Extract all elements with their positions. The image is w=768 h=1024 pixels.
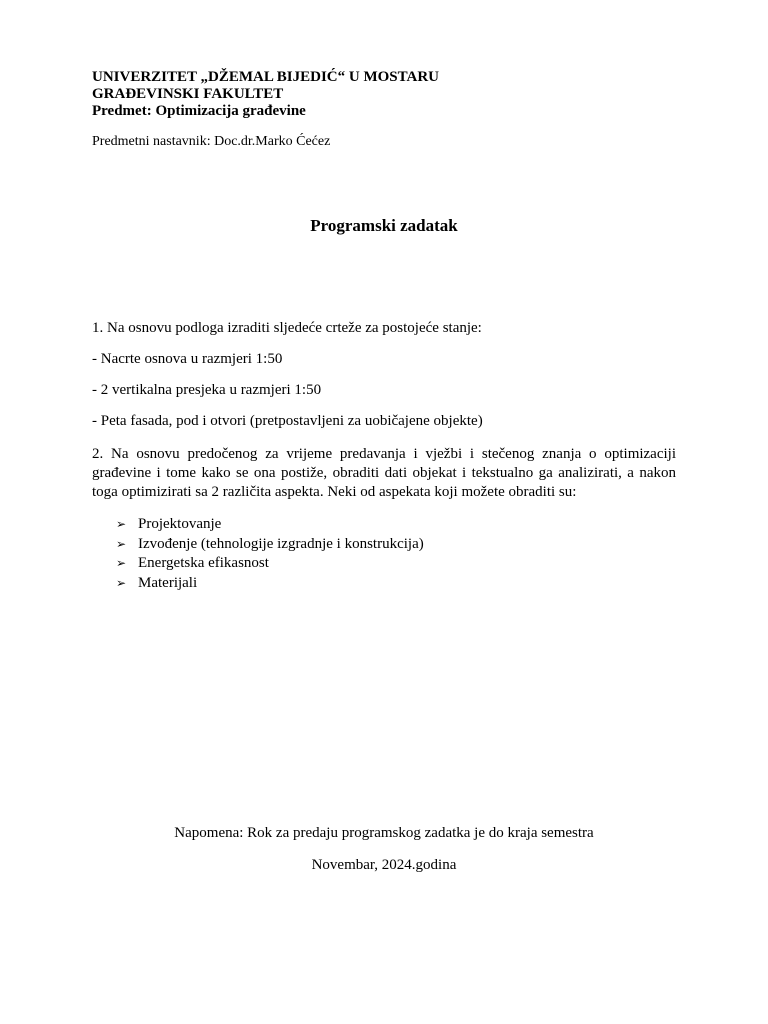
list-item-label: Izvođenje (tehnologije izgradnje i konstrukcija) bbox=[138, 535, 424, 552]
list-item bbox=[116, 574, 424, 594]
arrowhead-bullet-icon: ➢ bbox=[116, 517, 127, 531]
list-item bbox=[116, 554, 424, 574]
deadline-note: Napomena: Rok za predaju programskog zadatka je do kraja semestra bbox=[174, 825, 594, 841]
document-date: Novembar, 2024.godina bbox=[311, 857, 457, 873]
task-item-fifth-facade: - Peta fasada, pod i otvori (pretpostavljeni za uobičajene objekte) bbox=[92, 413, 483, 429]
teacher-line: Predmetni nastavnik: Doc.dr.Marko Ćećez bbox=[92, 134, 331, 149]
arrowhead-bullet-icon: ➢ bbox=[116, 556, 127, 570]
arrowhead-bullet-icon: ➢ bbox=[116, 536, 127, 551]
list-item-label: Energetska efikasnost bbox=[138, 555, 269, 571]
task-paragraph-2: 2. Na osnovu predočenog za vrijeme predavanja i vježbi i stečenog znanja o optimizaciji građevine i tome kako se ona postiže, obraditi dati objekat i tekstualno ga analizirati, a nakon toga optimizirati sa 2 različita aspekta. Neki od aspekata koji možete obraditi su: bbox=[92, 446, 676, 500]
subject-line: Predmet: Optimizacija građevine bbox=[92, 103, 306, 119]
faculty-name: GRAĐEVINSKI FAKULTET bbox=[92, 86, 284, 102]
list-item bbox=[116, 535, 424, 555]
task-paragraph-1: 1. Na osnovu podloga izraditi sljedeće crteže za postojeće stanje: bbox=[92, 320, 482, 336]
list-item bbox=[116, 515, 424, 535]
page-title: Programski zadatak bbox=[310, 216, 458, 235]
task-item-floor-plans: - Nacrte osnova u razmjeri 1:50 bbox=[92, 351, 283, 367]
document-header bbox=[92, 69, 439, 120]
list-item-label: Projektovanje bbox=[138, 516, 222, 532]
list-item-label: Materijali bbox=[138, 574, 198, 591]
aspects-list bbox=[116, 515, 424, 593]
arrowhead-bullet-icon: ➢ bbox=[116, 575, 127, 590]
task-item-sections: - 2 vertikalna presjeka u razmjeri 1:50 bbox=[92, 382, 322, 398]
university-name: UNIVERZITET „DŽEMAL BIJEDIĆ“ U MOSTARU bbox=[92, 69, 440, 85]
